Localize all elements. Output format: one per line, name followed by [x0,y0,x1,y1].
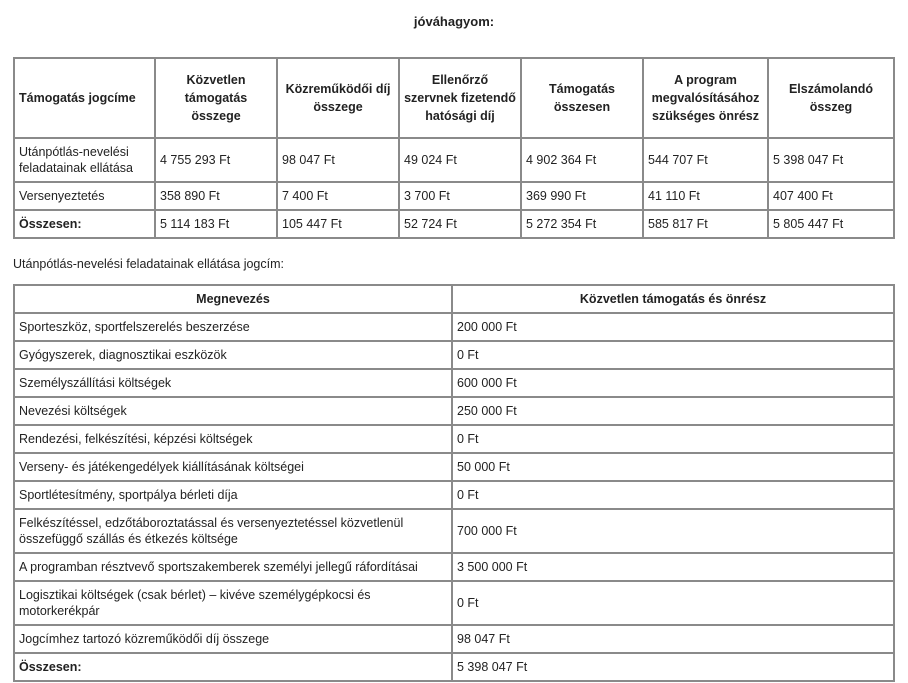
header-kozremukodoi-dij: Közreműködői díj összege [277,58,399,138]
table-row-total [14,210,894,238]
item-name: Rendezési, felkészítési, képzési költségek [14,425,452,453]
table-row [14,341,894,369]
table-row [14,581,894,625]
header-kozvetlen-tamogatas: Közvetlen támogatás összege [155,58,277,138]
item-value: 0 Ft [452,425,894,453]
cell-hatosagi: 52 724 Ft [399,210,521,238]
cell-kozvetlen: 4 755 293 Ft [155,138,277,182]
detail-table [13,284,895,682]
item-name: Verseny- és játékengedélyek kiállításának költségei [14,453,452,481]
table-row [14,453,894,481]
summary-table [13,57,895,239]
row-name: Összesen: [14,210,155,238]
cell-hatosagi: 49 024 Ft [399,138,521,182]
header-jogcim: Támogatás jogcíme [14,58,155,138]
detail-header-row [14,285,894,313]
item-value: 600 000 Ft [452,369,894,397]
table-row [14,138,894,182]
header-onresz: A program megvalósításához szükséges önrész [643,58,768,138]
summary-header-row [14,58,894,138]
table-row [14,425,894,453]
cell-kozremukodoi: 7 400 Ft [277,182,399,210]
header-elszamolando: Elszámolandó összeg [768,58,894,138]
item-value: 50 000 Ft [452,453,894,481]
cell-elszamolando: 5 398 047 Ft [768,138,894,182]
header-hatosagi-dij: Ellenőrző szervnek fizetendő hatósági díj [399,58,521,138]
cell-kozvetlen: 5 114 183 Ft [155,210,277,238]
table-row [14,481,894,509]
table-row [14,397,894,425]
item-name: Személyszállítási költségek [14,369,452,397]
item-name: Nevezési költségek [14,397,452,425]
cell-onresz: 41 110 Ft [643,182,768,210]
row-name: Utánpótlás-nevelési feladatainak ellátása [14,138,155,182]
cell-elszamolando: 5 805 447 Ft [768,210,894,238]
cell-osszesen: 4 902 364 Ft [521,138,643,182]
cell-kozremukodoi: 105 447 Ft [277,210,399,238]
item-name: Sporteszköz, sportfelszerelés beszerzése [14,313,452,341]
cell-hatosagi: 3 700 Ft [399,182,521,210]
item-name: Felkészítéssel, edzőtáboroztatással és versenyeztetéssel közvetlenül összefüggő szállás és étkezés költsége [14,509,452,553]
table-row [14,369,894,397]
page-heading: jóváhagyom: [413,14,495,29]
table-row [14,509,894,553]
item-name: Sportlétesítmény, sportpálya bérleti díja [14,481,452,509]
item-name: Gyógyszerek, diagnosztikai eszközök [14,341,452,369]
table-row [14,625,894,653]
cell-onresz: 544 707 Ft [643,138,768,182]
table-row [14,313,894,341]
item-value: 98 047 Ft [452,625,894,653]
cell-kozvetlen: 358 890 Ft [155,182,277,210]
section-label: Utánpótlás-nevelési feladatainak ellátása jogcím: [13,257,284,271]
item-name: Jogcímhez tartozó közreműködői díj összege [14,625,452,653]
table-row-total [14,653,894,681]
item-name: A programban résztvevő sportszakemberek személyi jellegű ráfordításai [14,553,452,581]
cell-elszamolando: 407 400 Ft [768,182,894,210]
header-tamogatas-osszesen: Támogatás összesen [521,58,643,138]
item-value: 0 Ft [452,481,894,509]
item-value: 250 000 Ft [452,397,894,425]
header-megnevezes: Megnevezés [14,285,452,313]
row-name: Versenyeztetés [14,182,155,210]
cell-osszesen: 5 272 354 Ft [521,210,643,238]
cell-onresz: 585 817 Ft [643,210,768,238]
header-tamogatas-es-onresz: Közvetlen támogatás és önrész [452,285,894,313]
item-value: 0 Ft [452,581,894,625]
item-value: 0 Ft [452,341,894,369]
item-value: 200 000 Ft [452,313,894,341]
table-row [14,553,894,581]
cell-osszesen: 369 990 Ft [521,182,643,210]
cell-kozremukodoi: 98 047 Ft [277,138,399,182]
item-value: 700 000 Ft [452,509,894,553]
item-value: 5 398 047 Ft [452,653,894,681]
item-value: 3 500 000 Ft [452,553,894,581]
item-name: Összesen: [14,653,452,681]
table-row [14,182,894,210]
item-name: Logisztikai költségek (csak bérlet) – kivéve személygépkocsi és motorkerékpár [14,581,452,625]
